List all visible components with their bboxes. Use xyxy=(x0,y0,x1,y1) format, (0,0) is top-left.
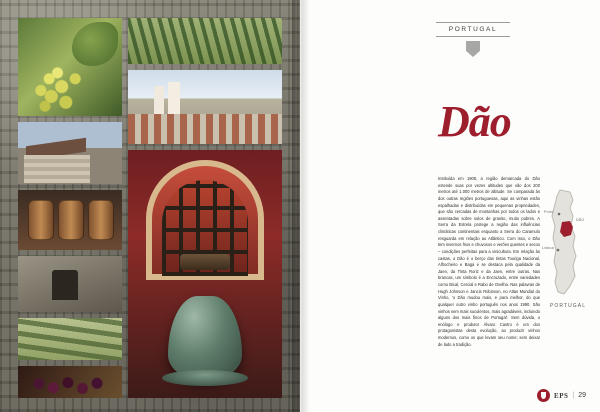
map-country-label: PORTUGAL xyxy=(549,303,587,309)
region-kicker xyxy=(436,22,510,57)
map-region-label: DÃO xyxy=(576,218,585,222)
brand-label: EPS xyxy=(554,391,569,400)
article-paragraph: Instituída em 1908, a região demarcada do Dão estende suas por vezes altitudes que vão dos 200 metros até 1.000 metros de altitude. Se comparada às dos outras regiões portuguesas, aqui as vinhas estão espalhadas e distribuídas em pequenas propriedades, que são cercadas de montanhas por todos os lados e assentadas sobre solos de granito, muito pobres. A Serra da Estrela protege a região das influências climáticas continentais enquanto a Serra do Caramulo resguarda em relação ao Atlântico. Com isso, o Dão tem invernos frios e chuvosos e verões quentes e secos – condições perfeitas para a vinicultura. Em relação às castas, o Dão é o berço das tintas Touriga Nacional, Alfrocheiro e Baga e se destaca pela qualidade da Jaen, da Tinta Roriz e da Jaen, entre outras. Nas brancas, um simbolo é a Encruzado, entre variedades como Bical, Cercial e Rabo de Ovelha. Nas palavras de Hugh Johnson e Jancis Robinson, no Atlas Mundial do Vinho, 'o Dão mudou mais, e para melhor, do que qualquer outro vinho português nos anos 1990. São vinhos sem mais suculentos, mais agradáveis, incluindo alguns dos mais finos de Portugal'. Sem dúvida, o enólogo e produtor Álvaro Castro é um dos protagonistas desta evolução, ao produzir vinhos modernos, como os que levam seu nome; sem deixar de lado a tradição. xyxy=(438,176,540,347)
photo-grapes-white xyxy=(18,18,122,116)
wine-glass-logo-icon xyxy=(537,389,550,402)
right-page-article xyxy=(300,0,600,412)
map-city-label-porto: Porto xyxy=(544,210,554,214)
page-title xyxy=(438,96,511,147)
map-city-label-lisboa: Lisboa xyxy=(542,246,554,250)
bell-shape xyxy=(168,296,242,380)
article-body xyxy=(438,176,540,352)
kicker-label: PORTUGAL xyxy=(436,22,510,37)
page-footer xyxy=(537,389,586,402)
barrel-shape xyxy=(58,200,84,240)
photo-grapes-red xyxy=(18,366,122,398)
photo-town-church xyxy=(128,70,282,144)
photo-vineyard-rows xyxy=(128,18,282,64)
ruin-window-shape xyxy=(52,270,78,300)
photo-stone-ruin xyxy=(18,256,122,312)
bell-yoke-shape xyxy=(180,254,230,270)
photo-bronze-bell xyxy=(128,150,282,398)
photo-village-street xyxy=(18,122,122,184)
house-wall-shape xyxy=(24,155,90,183)
map-figure xyxy=(542,188,590,309)
footer-separator: | xyxy=(572,392,575,399)
photo-cellar-barrels xyxy=(18,190,122,250)
barrel-shape xyxy=(88,200,114,240)
page-title-text: Dão xyxy=(438,97,511,146)
portugal-map-icon xyxy=(546,188,590,300)
barrel-shape xyxy=(28,200,54,240)
shield-crest-icon xyxy=(466,41,480,57)
page-number: 29 xyxy=(578,392,586,399)
photo-terraces xyxy=(18,318,122,360)
vine-leaf-shape xyxy=(72,22,118,66)
village-roofs-shape xyxy=(128,114,282,144)
